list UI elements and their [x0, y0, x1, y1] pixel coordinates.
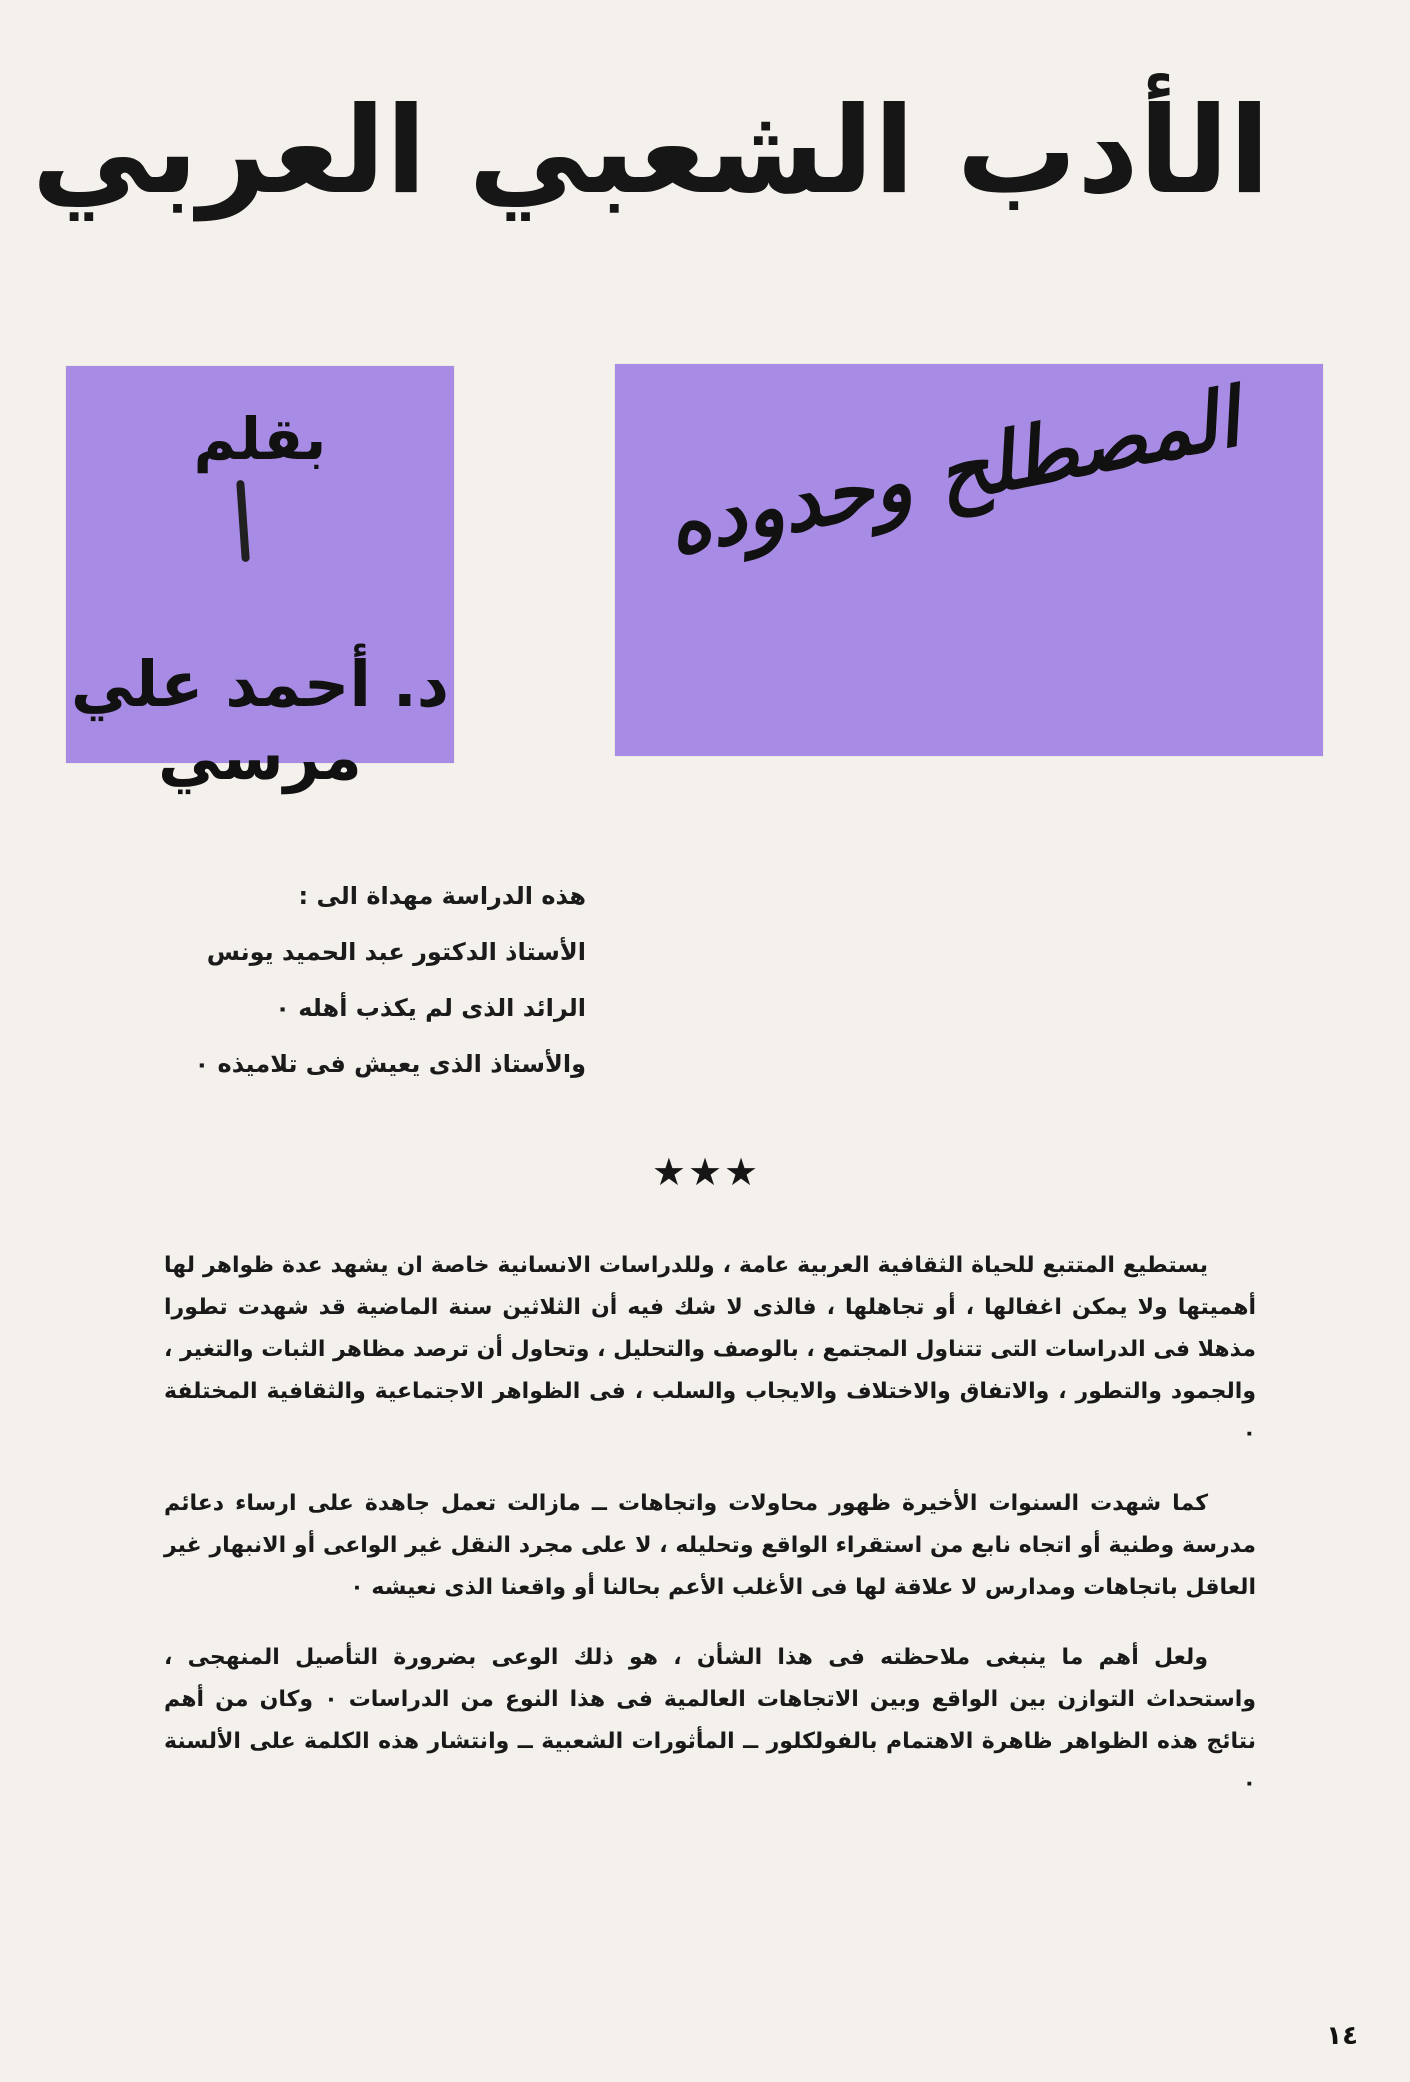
page-title: الأدب الشعبي العربي	[31, 82, 1270, 221]
section-separator: ★★★	[651, 1150, 761, 1194]
dedication-line: هذه الدراسة مهداة الى :	[298, 882, 586, 910]
body-paragraph: يستطيع المتتبع للحياة الثقافية العربية عامة ، وللدراسات الانسانية خاصة ان يشهد عدة ظواهر لها أهميتها ولا يمكن اغفالها ، أو تجاهلها ، فالذى لا شك فيه أن الثلاثين سنة الماضية قد شهدت تطورا مذهلا فى الدراسات التى تتناول المجتمع ، بالوصف والتحليل ، وتحاول أن ترصد مظاهر الثبات والتغير ، والجمود والتطور ، والاتفاق والاختلاف والايجاب والسلب ، فى الظواهر الاجتماعية والثقافية المختلفة ٠	[164, 1253, 1256, 1446]
body-paragraph: ولعل أهم ما ينبغى ملاحظته فى هذا الشأن ، هو ذلك الوعى بضرورة التأصيل المنهجى ، واستحداث التوازن بين الواقع وبين الاتجاهات العالمية فى هذا النوع من الدراسات ٠ وكان من أهم نتائج هذه الظواهر ظاهرة الاهتمام بالفولكلور ــ المأثورات الشعبية ــ وانتشار هذه الكلمة على الألسنة ٠	[164, 1645, 1257, 1796]
page-number: ١٤	[1326, 2021, 1358, 2051]
body-paragraph: كما شهدت السنوات الأخيرة ظهور محاولات واتجاهات ــ مازالت تعمل جاهدة على ارساء دعائم مدرسة وطنية أو اتجاه نابع من استقراء الواقع وتحليله ، لا على مجرد النقل غير الواعى أو الانبهار غير العاقل باتجاهات ومدارس لا علاقة لها فى الأغلب الأعم بحالنا أو واقعنا الذى نعيشه ٠	[164, 1491, 1256, 1600]
dedication-line: والأستاذ الذى يعيش فى تلاميذه ٠	[194, 1050, 586, 1078]
article-subtitle: المصطلح وحدوده	[659, 370, 1247, 574]
dedication-block	[96, 868, 586, 1092]
article-body	[164, 1245, 1256, 1833]
dedication-line: الرائد الذى لم يكذب أهله ٠	[275, 994, 586, 1022]
author-intro: بقلم	[193, 405, 327, 473]
dedication-line: الأستاذ الدكتور عبد الحميد يونس	[206, 938, 586, 966]
author-name: د. أحمد علي مرسي	[70, 648, 450, 794]
